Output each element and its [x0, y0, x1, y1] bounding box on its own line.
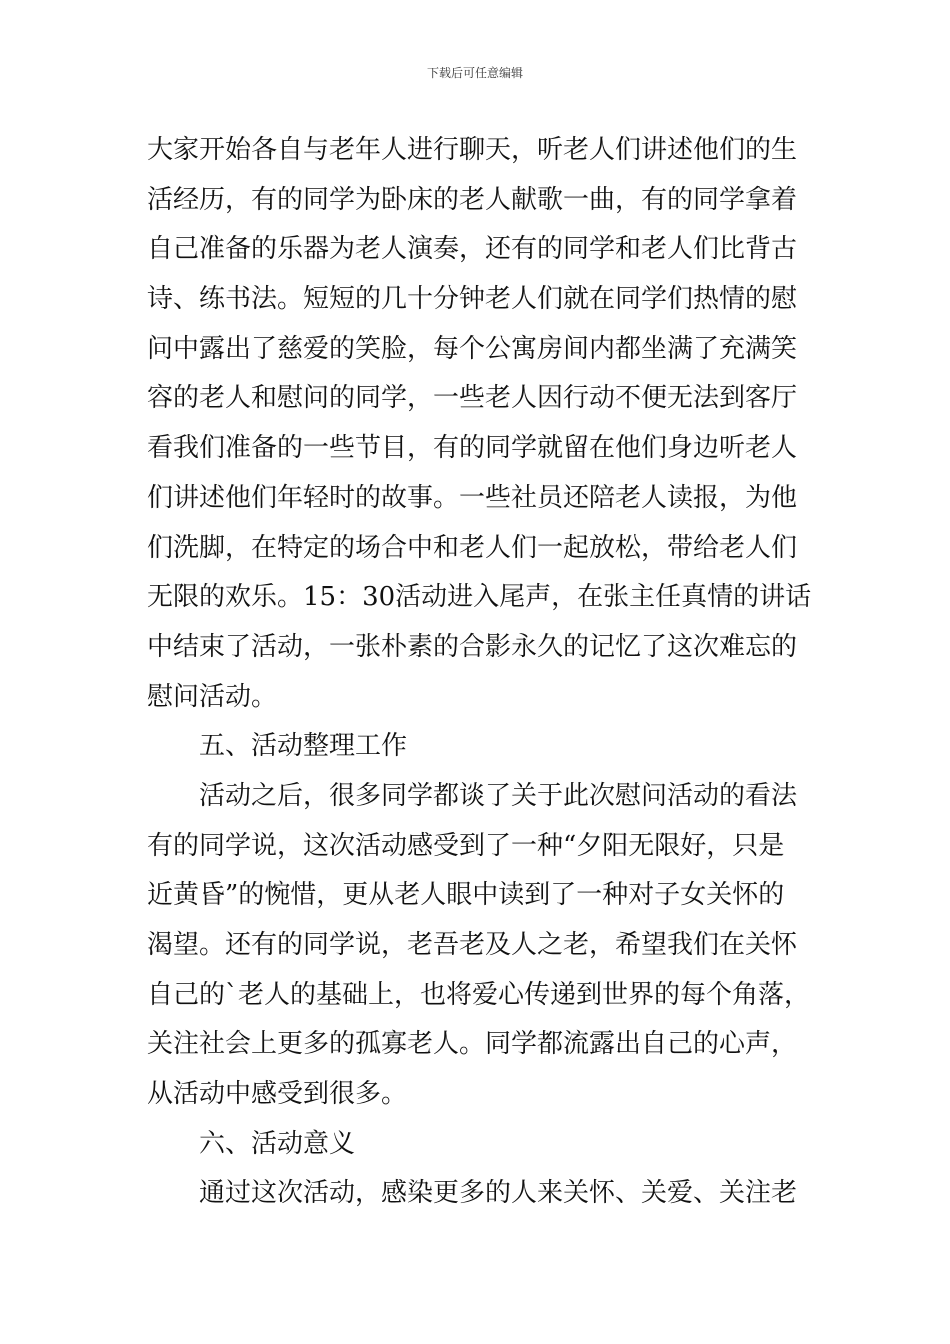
body-text	[147, 126, 811, 1219]
text-line: 近黄昏”的惋惜，更从老人眼中读到了一种对子女关怀的	[147, 880, 785, 911]
text-line: 们讲述他们年轻时的故事。一些社员还陪老人读报，为他	[147, 482, 798, 513]
text-line: 诗、练书法。短短的几十分钟老人们就在同学们热情的慰	[147, 284, 798, 315]
text-line: 自己的`老人的基础上，也将爱心传递到世界的每个角落，	[147, 979, 811, 1010]
text-line: 活动之后，很多同学都谈了关于此次慰问活动的看法	[199, 780, 798, 811]
section-heading: 五、活动整理工作	[199, 731, 408, 762]
text-line: 关注社会上更多的孤寡老人。同学都流露出自己的心声，	[147, 1029, 798, 1060]
text-line: 看我们准备的一些节目，有的同学就留在他们身边听老人	[147, 433, 798, 464]
text-line: 问中露出了慈爱的笑脸，每个公寓房间内都坐满了充满笑	[147, 333, 798, 364]
section-heading: 六、活动意义	[199, 1128, 356, 1159]
text-line: 容的老人和慰问的同学，一些老人因行动不便无法到客厅	[147, 383, 798, 414]
text-line: 自己准备的乐器为老人演奏，还有的同学和老人们比背古	[147, 234, 798, 265]
text-line: 通过这次活动，感染更多的人来关怀、关爱、关注老	[199, 1178, 798, 1209]
text-line: 大家开始各自与老年人进行聊天，听老人们讲述他们的生	[147, 135, 798, 165]
page-header-note: 下载后可任意编辑	[426, 66, 523, 80]
text-line: 慰问活动。	[147, 681, 278, 712]
text-line: 渴望。还有的同学说，老吾老及人之老，希望我们在关怀	[147, 930, 798, 960]
text-line: 有的同学说，这次活动感受到了一种“夕阳无限好，只是	[147, 830, 785, 861]
text-line: 中结束了活动，一张朴素的合影永久的记忆了这次难忘的	[147, 631, 798, 662]
text-line: 们洗脚，在特定的场合中和老人们一起放松，带给老人们	[147, 532, 798, 563]
text-line: 无限的欢乐。15：30活动进入尾声，在张主任真情的讲话	[147, 582, 812, 613]
text-line: 从活动中感受到很多。	[147, 1079, 408, 1110]
text-line: 活经历，有的同学为卧床的老人献歌一曲，有的同学拿着	[147, 184, 798, 215]
